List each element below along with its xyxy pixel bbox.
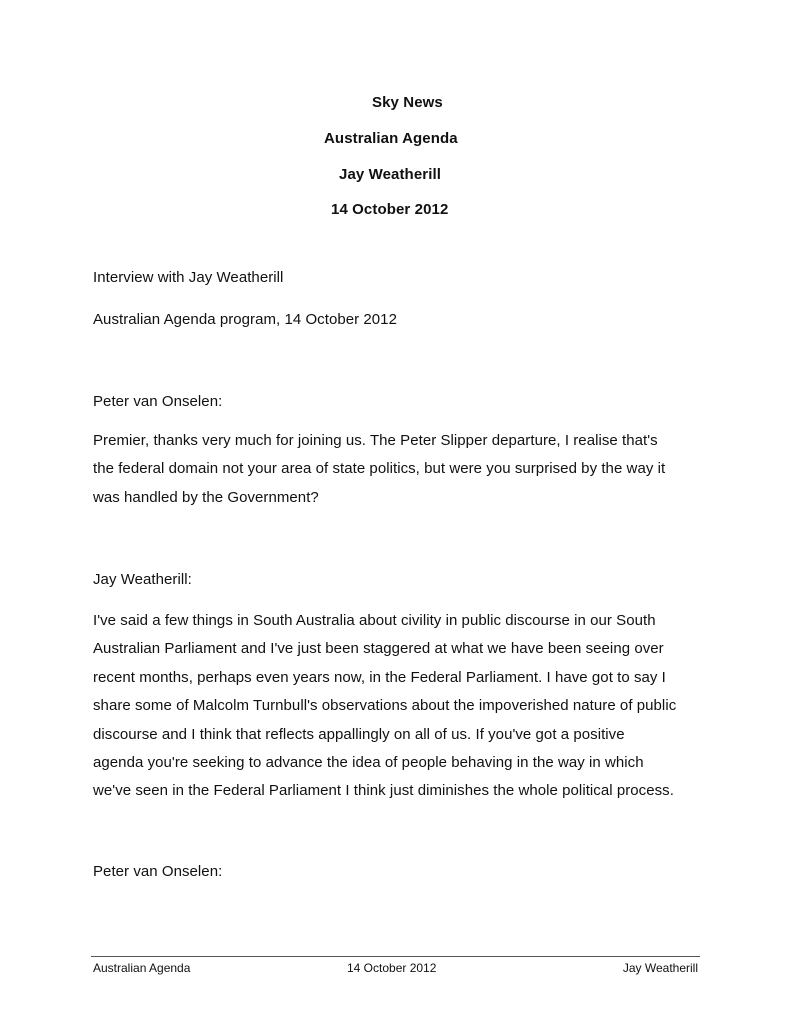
speech-line: was handled by the Government? <box>93 488 319 506</box>
speech-line: I've said a few things in South Australia about civility in public discourse in our South <box>93 612 656 629</box>
speaker-label: Jay Weatherill: <box>93 571 192 588</box>
header-guest: Jay Weatherill <box>339 166 442 183</box>
speech-paragraph <box>93 612 703 811</box>
footer-right: Jay Weatherill <box>622 961 698 975</box>
intro-line-interview: Interview with Jay Weatherill <box>93 269 284 286</box>
header-program: Australian Agenda <box>324 130 458 147</box>
speech-paragraph <box>93 432 703 517</box>
speech-line: agenda you're seeking to advance the idea of people behaving in the way in which <box>93 753 644 771</box>
speech-line: we've seen in the Federal Parliament I think just diminishes the whole political process. <box>93 782 674 800</box>
speech-line: Australian Parliament and I've just been staggered at what we have been seeing over <box>93 640 664 658</box>
speech-line: recent months, perhaps even years now, in the Federal Parliament. I have got to say I <box>93 668 666 686</box>
speech-line: the federal domain not your area of state politics, but were you surprised by the way it <box>93 460 666 478</box>
speaker-label: Peter van Onselen: <box>93 863 223 880</box>
speaker-label: Peter van Onselen: <box>93 393 223 410</box>
speech-line: share some of Malcolm Turnbull's observations about the impoverished nature of public <box>93 697 677 715</box>
footer-divider <box>91 956 700 957</box>
footer-center: 14 October 2012 <box>347 961 437 975</box>
footer-left: Australian Agenda <box>93 961 191 975</box>
intro-line-program: Australian Agenda program, 14 October 2012 <box>93 311 397 328</box>
speech-line: Premier, thanks very much for joining us. The Peter Slipper departure, I realise that's <box>93 432 658 449</box>
header-date: 14 October 2012 <box>331 201 449 218</box>
header-channel: Sky News <box>372 94 443 111</box>
speech-line: discourse and I think that reflects appallingly on all of us. If you've got a positive <box>93 725 625 743</box>
